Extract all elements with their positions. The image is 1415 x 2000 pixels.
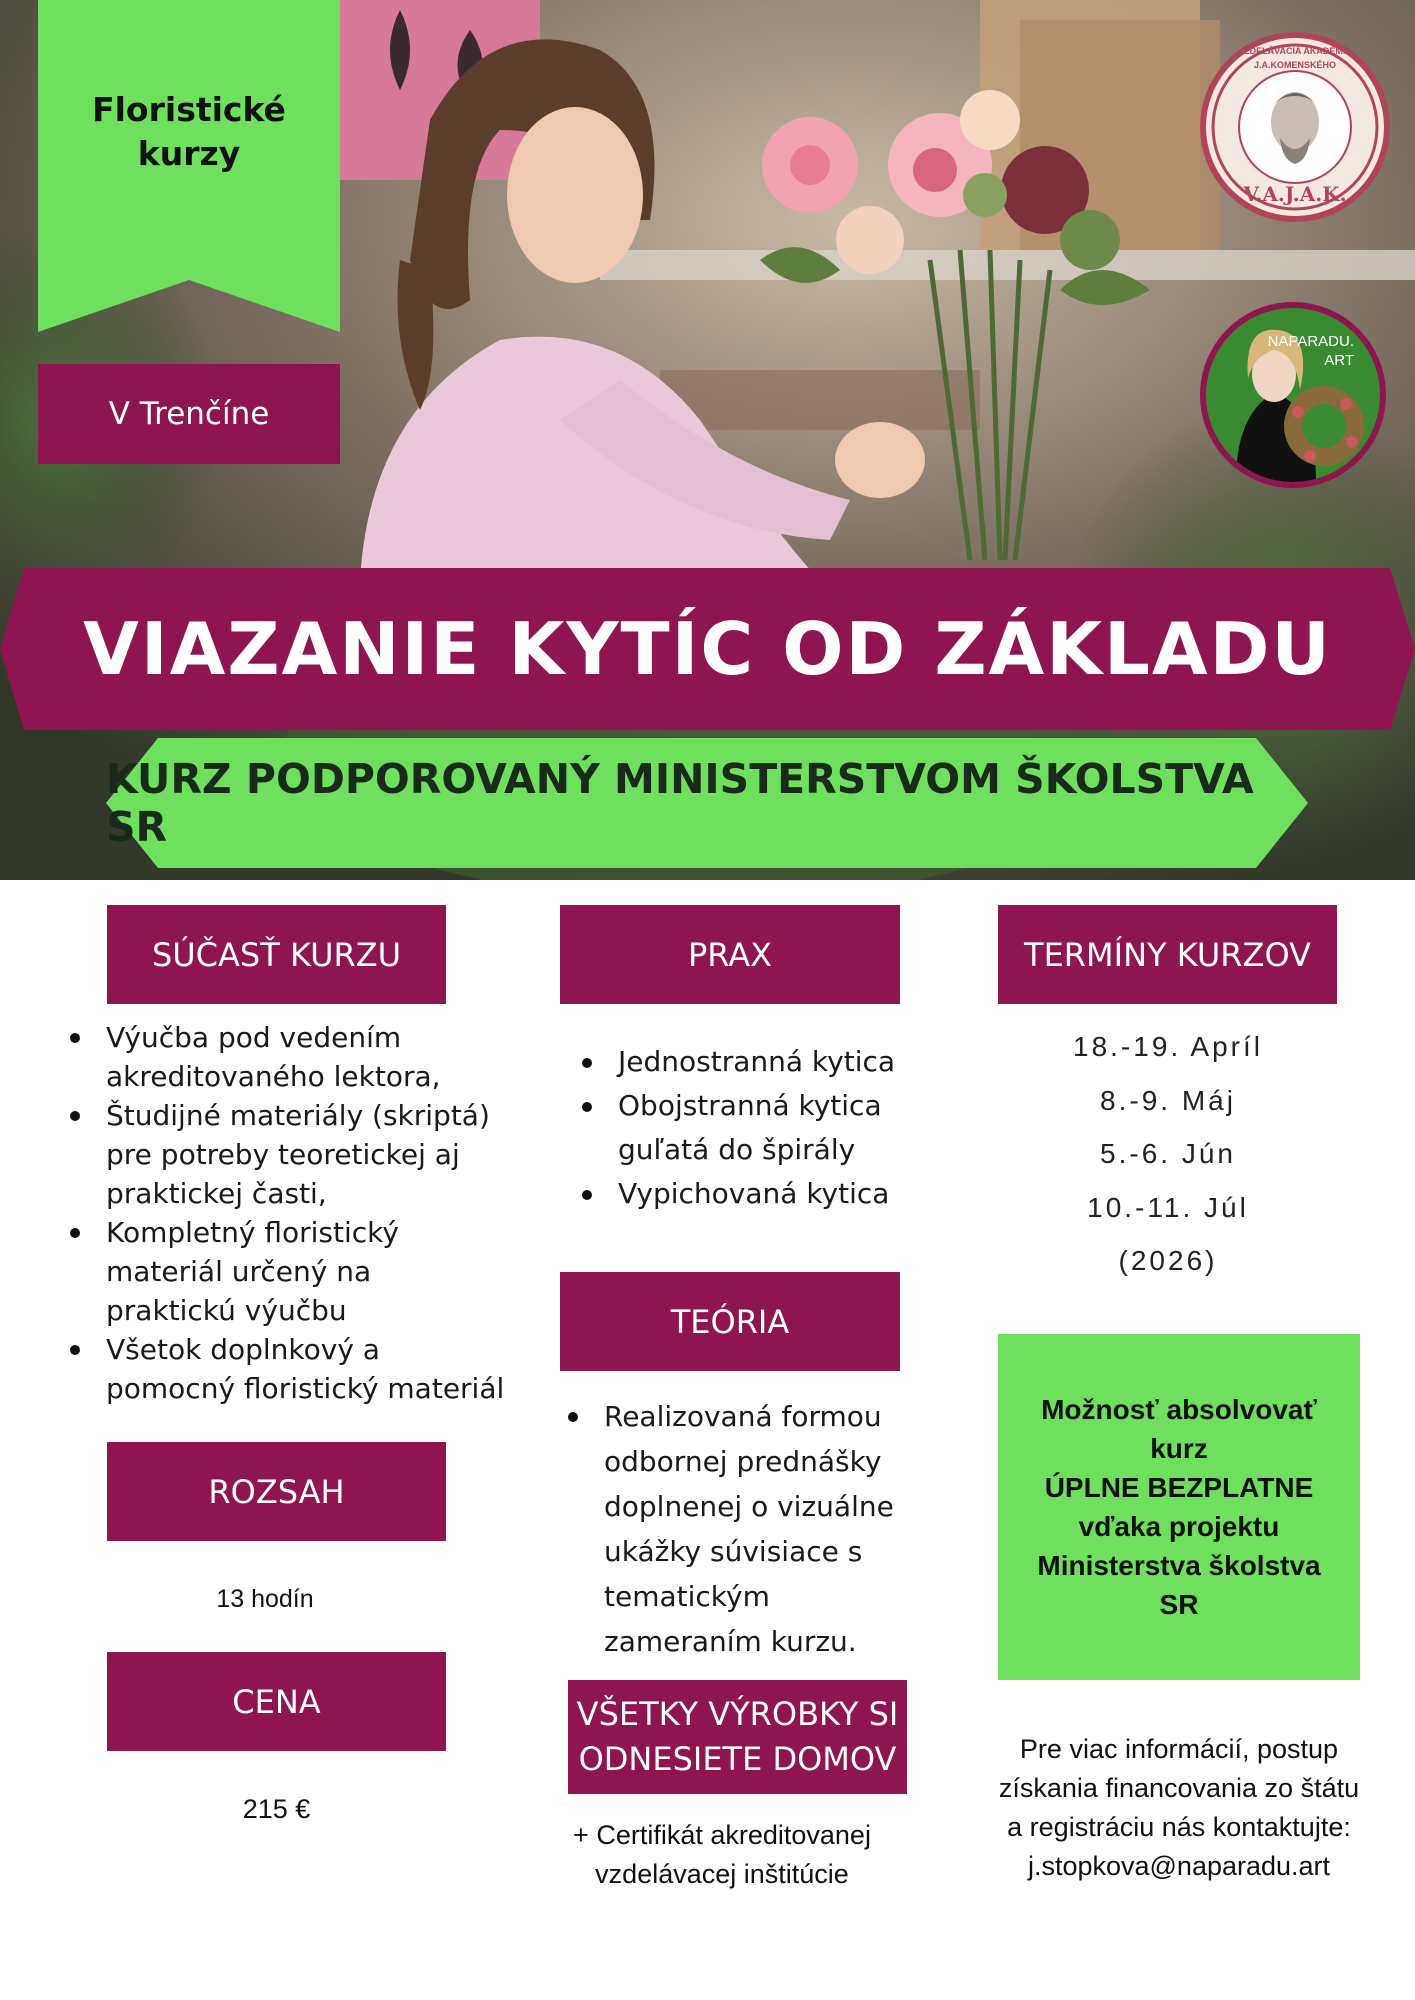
vajak-logo-top: VZDELÁVACIA AKADÉMIA xyxy=(1238,46,1352,56)
course-badge-label xyxy=(38,88,340,176)
naparadu-logo-line1: NAPARADU. xyxy=(1267,333,1354,350)
date-item: (2026) xyxy=(1118,1245,1218,1276)
sucast-list xyxy=(68,1018,508,1408)
list-item: Výučba pod vedením akreditovaného lektora, xyxy=(68,1018,508,1096)
vajak-logo xyxy=(1200,32,1390,222)
vyrobky-header: VŠETKY VÝROBKY SI ODNESIETE DOMOV xyxy=(568,1680,907,1794)
naparadu-logo xyxy=(1200,302,1386,488)
free-course-promo xyxy=(998,1334,1360,1680)
terminy-header: TERMÍNY KURZOV xyxy=(998,905,1337,1004)
rozsah-header: ROZSAH xyxy=(107,1442,446,1541)
course-badge-line1: Floristické xyxy=(92,90,286,129)
course-badge-line2: kurzy xyxy=(137,134,241,173)
page-subtitle: KURZ PODPOROVANÝ MINISTERSTVOM ŠKOLSTVA SR xyxy=(106,755,1254,851)
naparadu-logo-text xyxy=(1268,332,1354,370)
list-item: Všetok doplnkový a pomocný floristický materiál xyxy=(68,1330,508,1408)
dates-list xyxy=(998,1020,1338,1288)
list-item: Študijné materiály (skriptá) pre potreby teoretickej aj praktickej časti, xyxy=(68,1096,508,1213)
list-item: Jednostranná kytica xyxy=(580,1040,920,1084)
date-item: 10.-11. Júl xyxy=(1087,1191,1249,1223)
contact-info xyxy=(990,1730,1368,1886)
date-item: 18.-19. Apríl xyxy=(1073,1031,1263,1062)
certificate-note: + Certifikát akreditovanej vzdelávacej inštitúcie xyxy=(573,1820,871,1889)
date-item: 8.-9. Máj xyxy=(1100,1084,1236,1116)
prax-header: PRAX xyxy=(560,905,900,1004)
list-item: Kompletný floristický materiál určený na praktickú výučbu xyxy=(68,1213,508,1330)
list-item: Obojstranná kytica guľatá do špirály xyxy=(580,1084,920,1172)
contact-text: Pre viac informácií, postup získania financovania zo štátu a registráciu nás kontaktujte: xyxy=(998,1734,1360,1842)
promo-line1: Možnosť absolvovať kurz xyxy=(1041,1394,1317,1464)
vajak-logo-bottom: V.A.J.A.K. xyxy=(1243,182,1347,206)
promo-line2: ÚPLNE BEZPLATNE xyxy=(1044,1472,1314,1503)
date-item: 5.-6. Jún xyxy=(1100,1138,1236,1169)
list-item: Vypichovaná kytica xyxy=(580,1172,920,1216)
list-item: Realizovaná formou odbornej prednášky doplnenej o vizuálne ukážky súvisiace s tematickým zameraním kurzu. xyxy=(566,1394,906,1664)
teoria-header: TEÓRIA xyxy=(560,1272,900,1371)
cena-value: 215 € xyxy=(242,1794,311,1824)
vajak-logo-mid: J.A.KOMENSKÉHO xyxy=(1253,60,1336,70)
sucast-header: SÚČASŤ KURZU xyxy=(107,905,446,1004)
prax-list xyxy=(580,1040,920,1216)
rozsah-value: 13 hodín xyxy=(216,1585,314,1613)
teoria-list xyxy=(566,1394,906,1664)
promo-line3: vďaka projektu Ministerstva školstva SR xyxy=(1037,1511,1321,1620)
cena-header: CENA xyxy=(107,1652,446,1751)
naparadu-logo-line2: ART xyxy=(1324,352,1354,369)
city-label: V Trenčíne xyxy=(38,364,340,464)
contact-email[interactable]: j.stopkova@naparadu.art xyxy=(1027,1851,1331,1881)
page-title: VIAZANIE KYTÍC OD ZÁKLADU xyxy=(83,607,1332,691)
